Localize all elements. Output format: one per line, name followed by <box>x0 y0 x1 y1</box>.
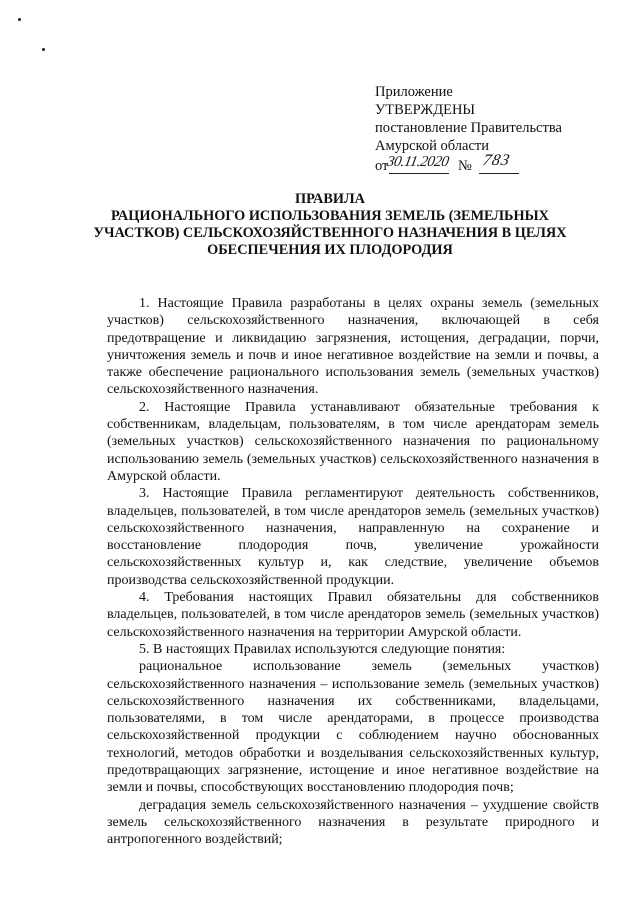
title-line: УЧАСТКОВ) СЕЛЬСКОХОЗЯЙСТВЕННОГО НАЗНАЧЕНИЯ В ЦЕЛЯХ <box>93 225 567 241</box>
approval-date-number <box>375 152 562 175</box>
paragraph-2: 2. Настоящие Правила устанавливают обязательные требования к собственникам, владельцам, пользователям, в том числе арендаторам земель (земельных участков) сельскохозяйственного назначения по рациональному использованию земель (земельных участков) сельскохозяйственного назначения в Амурской области. <box>107 399 599 484</box>
date-underline <box>389 173 449 174</box>
paragraph-1: 1. Настоящие Правила разработаны в целях охраны земель (земельных участков) сельскохозяйственного назначения, включающей в себя предотвращение и ликвидацию загрязнения, истощения, деградации, порчи, уничтожения земель и почв и иное негативное воздействие на земли и почвы, а также обеспечение рационального использования земель (земельных участков) сельскохозяйственного назначения. <box>107 296 599 398</box>
scan-speck <box>18 18 21 21</box>
approval-line-region: Амурской области <box>375 138 489 154</box>
document-title <box>90 191 570 259</box>
definition-rational-use: рациональное использование земель (земельных участков) сельскохозяйственного назначения – использование земель (земельных участков) сельскохозяйственного назначения их собственниками, владельцами, пользователями, в том числе арендаторами, в процессе производства сельскохозяйственной продукции с соблюдением научно обоснованных технологий, методов обработки и возделывания сельскохозяйственных культур, предотвращающих загрязнение, истощение и иное негативное воздействие на земли и почвы, способствующих восстановлению плодородия почв; <box>107 659 599 796</box>
approval-block <box>375 83 562 175</box>
title-line: ПРАВИЛА <box>295 191 365 207</box>
number-underline <box>479 173 519 174</box>
date-prefix: от <box>375 158 389 174</box>
number-label: № <box>458 158 472 174</box>
paragraph-3: 3. Настоящие Правила регламентируют деятельность собственников, владельцев, пользователей, в том числе арендаторов земель (земельных участков) сельскохозяйственного назначения, направленную на сохранение и восстановление плодородия почв, увеличение урожайности сельскохозяйственных культур и, как следствие, увеличение объемов производства сельскохозяйственной продукции. <box>107 486 599 588</box>
definition-degradation: деградация земель сельскохозяйственного назначения – ухудшение свойств земель сельскохозяйственного назначения в результате природного и антропогенного воздействий; <box>107 797 599 848</box>
document-body <box>107 295 599 849</box>
handwritten-date: 30.11.2020 <box>385 154 450 170</box>
scan-speck <box>42 48 45 51</box>
handwritten-number: 783 <box>481 152 512 169</box>
approval-line-approved: УТВЕРЖДЕНЫ <box>375 102 476 118</box>
paragraph-4: 4. Требования настоящих Правил обязательны для собственников владельцев, пользователей, в том числе арендаторов земель (земельных участков) сельскохозяйственного назначения на территории Амурской области. <box>107 590 599 640</box>
approval-line-appendix: Приложение <box>375 84 453 100</box>
approval-line-resolution: постановление Правительства <box>375 120 562 136</box>
paragraph-5: 5. В настоящих Правилах используются следующие понятия: <box>139 641 506 657</box>
title-line: ОБЕСПЕЧЕНИЯ ИХ ПЛОДОРОДИЯ <box>207 242 453 258</box>
title-line: РАЦИОНАЛЬНОГО ИСПОЛЬЗОВАНИЯ ЗЕМЕЛЬ (ЗЕМЕЛЬНЫХ <box>111 208 549 224</box>
